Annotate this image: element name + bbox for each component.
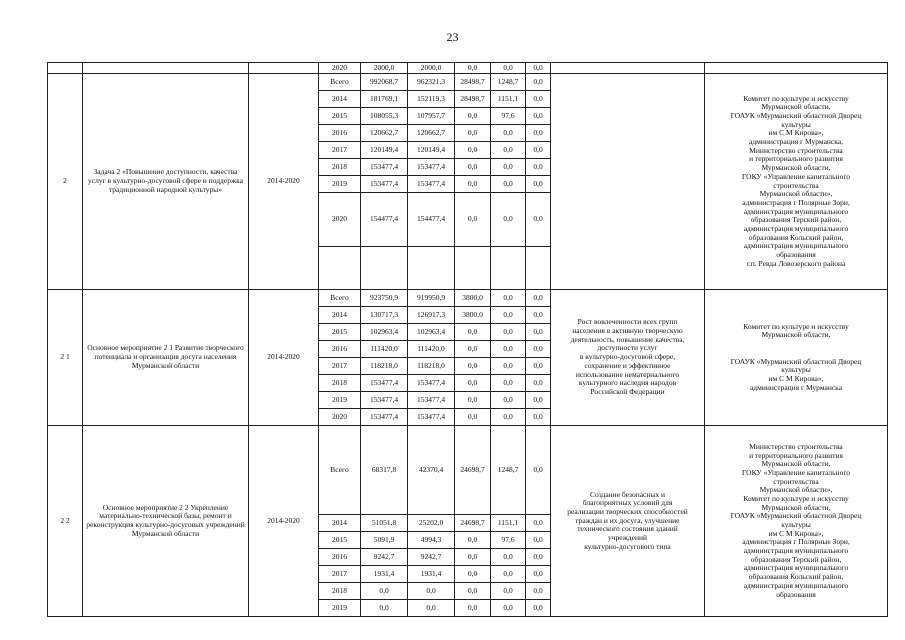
value-cell: 0,0 — [455, 392, 491, 409]
value-cell: 5091,9 — [361, 532, 408, 549]
value-cell: 153477,4 — [361, 159, 408, 176]
value-cell: 120662,7 — [361, 125, 408, 142]
year-cell: 2016 — [319, 125, 361, 142]
value-cell: 0,0 — [455, 341, 491, 358]
value-cell: 126917,3 — [408, 307, 455, 324]
value-cell: 120149,4 — [361, 142, 408, 159]
empty-cell — [408, 247, 455, 290]
value-cell: 153477,4 — [408, 176, 455, 193]
value-cell: 0,0 — [526, 409, 551, 426]
value-cell: 1931,4 — [408, 566, 455, 583]
value-cell: 0,0 — [491, 375, 526, 392]
value-cell: 3800,0 — [455, 290, 491, 307]
year-cell: 2018 — [319, 159, 361, 176]
value-cell: 118218,0 — [361, 358, 408, 375]
expected-result: Создание безопасных и благоприятных условий для реализации творческих способностей граждан и их досуга, улучшение технического состояния зданий учреждений культурно-досугового типа — [551, 426, 705, 617]
value-cell: 0,0 — [526, 515, 551, 532]
measure-name: Задача 2 «Повышение доступности, качества услуг в культурно-досуговой сфере и поддержка традиционной народной культуры» — [83, 74, 249, 290]
value-cell: 153477,4 — [408, 159, 455, 176]
value-cell: 0,0 — [526, 375, 551, 392]
period-cell: 2014-2020 — [249, 426, 319, 617]
value-cell: 0,0 — [526, 91, 551, 108]
year-cell: 2015 — [319, 108, 361, 125]
period-cell: 2014-2020 — [249, 290, 319, 426]
value-cell: 0,0 — [526, 142, 551, 159]
table-row — [48, 426, 888, 515]
value-cell: 118218,0 — [408, 358, 455, 375]
value-cell: 0,0 — [455, 358, 491, 375]
value-cell: 153477,4 — [361, 375, 408, 392]
value-cell: 24698,7 — [455, 426, 491, 515]
value-cell: 9242,7 — [408, 549, 455, 566]
table-row — [48, 74, 888, 91]
empty-cell — [319, 247, 361, 290]
value-cell: 2000,0 — [408, 63, 455, 74]
value-cell: 0,0 — [491, 409, 526, 426]
value-cell: 0,0 — [455, 375, 491, 392]
value-cell: 0,0 — [526, 549, 551, 566]
empty-cell — [249, 63, 319, 74]
value-cell: 962321,3 — [408, 74, 455, 91]
value-cell: 97,6 — [491, 108, 526, 125]
value-cell: 153477,4 — [408, 409, 455, 426]
value-cell: 153477,4 — [408, 392, 455, 409]
value-cell: 0,0 — [491, 358, 526, 375]
value-cell: 0,0 — [491, 600, 526, 617]
value-cell: 111420,0 — [361, 341, 408, 358]
value-cell: 0,0 — [455, 583, 491, 600]
year-cell: 2019 — [319, 392, 361, 409]
value-cell: 0,0 — [491, 392, 526, 409]
value-cell: 9242,7 — [361, 549, 408, 566]
value-cell: 24698,7 — [455, 515, 491, 532]
year-cell: 2020 — [319, 409, 361, 426]
year-cell: Всего — [319, 426, 361, 515]
program-table — [47, 62, 888, 617]
value-cell: 1931,4 — [361, 566, 408, 583]
value-cell: 0,0 — [455, 193, 491, 247]
value-cell: 28498,7 — [455, 74, 491, 91]
value-cell: 0,0 — [455, 159, 491, 176]
value-cell: 0,0 — [526, 108, 551, 125]
page-number: 23 — [446, 30, 459, 44]
year-cell: 2014 — [319, 91, 361, 108]
value-cell: 0,0 — [491, 341, 526, 358]
value-cell: 4994,3 — [408, 532, 455, 549]
value-cell: 0,0 — [491, 159, 526, 176]
value-cell: 0,0 — [408, 600, 455, 617]
value-cell: 0,0 — [526, 290, 551, 307]
empty-cell — [491, 247, 526, 290]
value-cell: 0,0 — [526, 426, 551, 515]
value-cell: 1151,1 — [491, 91, 526, 108]
value-cell: 0,0 — [491, 583, 526, 600]
value-cell: 919950,9 — [408, 290, 455, 307]
empty-cell — [705, 63, 888, 74]
measure-name: Основное мероприятие 2 2 Укрепление материально-технической базы, ремонт и реконструкция культурно-досуговых учреждений Мурманской области — [83, 426, 249, 617]
value-cell: 0,0 — [491, 307, 526, 324]
empty-cell — [83, 63, 249, 74]
expected-result: Рост вовлеченности всех групп населения в активную творческую деятельность, повышение качества, доступности услуг в культурно-досуговой сфере, сохранение и эффективное использование нематериального культурного наследия народов Российской Федерации — [551, 290, 705, 426]
value-cell: 923750,9 — [361, 290, 408, 307]
period-cell: 2014-2020 — [249, 74, 319, 290]
value-cell: 25202,0 — [408, 515, 455, 532]
value-cell: 0,0 — [455, 566, 491, 583]
value-cell: 0,0 — [408, 583, 455, 600]
empty-cell — [455, 247, 491, 290]
value-cell: 0,0 — [526, 74, 551, 91]
value-cell: 153477,4 — [408, 375, 455, 392]
year-cell: 2018 — [319, 583, 361, 600]
value-cell: 1248,7 — [491, 426, 526, 515]
year-cell: 2017 — [319, 358, 361, 375]
value-cell: 992068,7 — [361, 74, 408, 91]
value-cell: 0,0 — [491, 549, 526, 566]
executors-list: Комитет по культуре и искусству Мурманской области, ГОАУК «Мурманский областной Дворец культуры им С М Кирова», администрация г Мурманска — [705, 290, 888, 426]
value-cell: 0,0 — [455, 532, 491, 549]
value-cell: 0,0 — [455, 63, 491, 74]
value-cell: 0,0 — [526, 176, 551, 193]
year-cell: 2019 — [319, 600, 361, 617]
value-cell: 153477,4 — [361, 392, 408, 409]
year-cell: 2020 — [319, 63, 361, 74]
value-cell: 154477,4 — [408, 193, 455, 247]
value-cell: 0,0 — [526, 358, 551, 375]
value-cell: 0,0 — [526, 193, 551, 247]
value-cell: 0,0 — [526, 532, 551, 549]
value-cell: 0,0 — [526, 125, 551, 142]
value-cell: 0,0 — [455, 125, 491, 142]
value-cell: 0,0 — [491, 193, 526, 247]
year-cell: 2018 — [319, 375, 361, 392]
value-cell: 28498,7 — [455, 91, 491, 108]
value-cell: 42370,4 — [408, 426, 455, 515]
value-cell: 0,0 — [455, 142, 491, 159]
year-cell: Всего — [319, 290, 361, 307]
value-cell: 152119,3 — [408, 91, 455, 108]
table-row — [48, 63, 888, 74]
value-cell: 0,0 — [491, 142, 526, 159]
value-cell: 1151,1 — [491, 515, 526, 532]
value-cell: 0,0 — [526, 324, 551, 341]
value-cell: 1248,7 — [491, 74, 526, 91]
value-cell: 0,0 — [491, 324, 526, 341]
row-number: 2 — [48, 74, 83, 290]
value-cell: 0,0 — [455, 108, 491, 125]
value-cell: 120662,7 — [408, 125, 455, 142]
measure-name: Основное мероприятие 2 1 Развитие творческого потенциала и организация досуга населения Мурманской области — [83, 290, 249, 426]
year-cell: 2016 — [319, 341, 361, 358]
value-cell: 102963,4 — [408, 324, 455, 341]
value-cell: 0,0 — [491, 176, 526, 193]
value-cell: 0,0 — [361, 583, 408, 600]
year-cell: 2016 — [319, 549, 361, 566]
value-cell: 153477,4 — [361, 409, 408, 426]
value-cell: 102963,4 — [361, 324, 408, 341]
year-cell: 2015 — [319, 532, 361, 549]
table-row — [48, 290, 888, 307]
year-cell: 2015 — [319, 324, 361, 341]
value-cell: 0,0 — [526, 307, 551, 324]
row-number: 2 2 — [48, 426, 83, 617]
year-cell: 2017 — [319, 142, 361, 159]
year-cell: 2014 — [319, 515, 361, 532]
value-cell: 107957,7 — [408, 108, 455, 125]
value-cell: 0,0 — [455, 176, 491, 193]
empty-cell — [551, 63, 705, 74]
value-cell: 51051,8 — [361, 515, 408, 532]
value-cell: 154477,4 — [361, 193, 408, 247]
value-cell: 0,0 — [491, 125, 526, 142]
value-cell: 0,0 — [491, 63, 526, 74]
value-cell: 0,0 — [526, 600, 551, 617]
value-cell: 0,0 — [526, 583, 551, 600]
year-cell: 2017 — [319, 566, 361, 583]
empty-cell — [48, 63, 83, 74]
value-cell: 111420,0 — [408, 341, 455, 358]
value-cell: 0,0 — [455, 549, 491, 566]
expected-result — [551, 74, 705, 290]
value-cell: 181769,1 — [361, 91, 408, 108]
executors-list: Министерство строительства и территориального развития Мурманской области, ГОКУ «Управление капитального строительства Мурманской области», Комитет по культуре и искусству Мурманской области, ГОАУК «Мурманский областной Дворец культуры им С М Кирова», администрация г Полярные Зори, администрация муниципального образования Терский район, администрация муниципального образования Кольский район, администрация муниципального образования — [705, 426, 888, 617]
value-cell: 0,0 — [361, 600, 408, 617]
value-cell: 0,0 — [526, 159, 551, 176]
value-cell: 0,0 — [491, 566, 526, 583]
value-cell: 0,0 — [526, 392, 551, 409]
empty-cell — [526, 247, 551, 290]
value-cell: 0,0 — [526, 341, 551, 358]
value-cell: 130717,3 — [361, 307, 408, 324]
value-cell: 2000,0 — [361, 63, 408, 74]
value-cell: 0,0 — [455, 409, 491, 426]
table-body — [48, 63, 888, 617]
value-cell: 97,6 — [491, 532, 526, 549]
executors-list: Комитет по культуре и искусству Мурманской области, ГОАУК «Мурманский областной Дворец культуры им С М Кирова», администрация г Мурманска, Министерство строительства и территориального развития Мурманской области, ГОКУ «Управление капитального строительства Мурманской области», администрация г Полярные Зори, администрация муниципального образования Терский район, администрация муниципального образования Кольский район, администрация муниципального образования г.п. Ревда Ловозерского района — [705, 74, 888, 290]
row-number: 2 1 — [48, 290, 83, 426]
value-cell: 3800,0 — [455, 307, 491, 324]
value-cell: 120149,4 — [408, 142, 455, 159]
year-cell: Всего — [319, 74, 361, 91]
value-cell: 0,0 — [455, 600, 491, 617]
year-cell: 2020 — [319, 193, 361, 247]
value-cell: 0,0 — [526, 566, 551, 583]
value-cell: 68317,8 — [361, 426, 408, 515]
year-cell: 2014 — [319, 307, 361, 324]
value-cell: 0,0 — [526, 63, 551, 74]
empty-cell — [361, 247, 408, 290]
year-cell: 2019 — [319, 176, 361, 193]
value-cell: 0,0 — [491, 290, 526, 307]
value-cell: 0,0 — [455, 324, 491, 341]
value-cell: 153477,4 — [361, 176, 408, 193]
value-cell: 108055,3 — [361, 108, 408, 125]
